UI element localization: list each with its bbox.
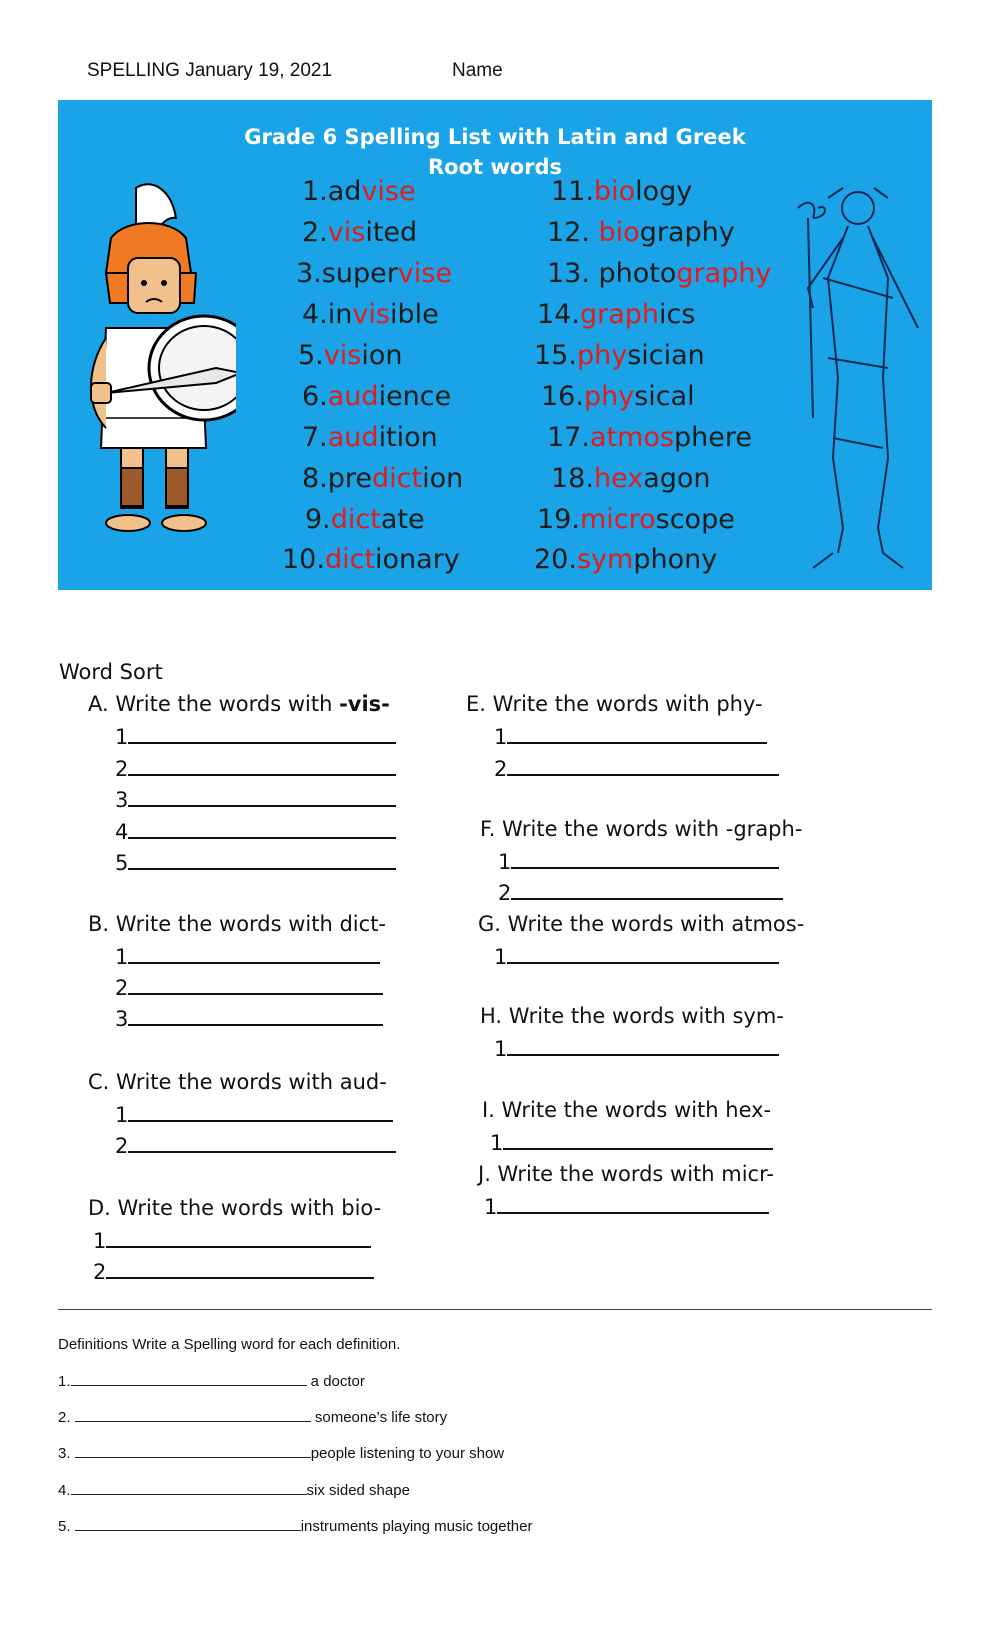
word-prefix: pre: [327, 463, 373, 494]
spelling-word: [541, 381, 695, 412]
word-sort-prompt: [88, 1196, 381, 1220]
word-suffix: ion: [361, 340, 403, 371]
prompt-text: I. Write the words with hex-: [482, 1098, 772, 1122]
answer-blank[interactable]: [128, 819, 396, 839]
answer-line[interactable]: [498, 880, 783, 905]
word-sort-prompt: [480, 817, 802, 841]
roman-soldier-illustration: [66, 178, 236, 558]
answer-number: 2: [115, 757, 129, 781]
word-prefix: in: [327, 299, 353, 330]
answer-number: 1: [494, 1037, 508, 1061]
word-root: vis: [352, 299, 390, 330]
word-root: vise: [397, 258, 452, 289]
word-root: graph: [579, 299, 659, 330]
word-suffix: ate: [380, 504, 425, 535]
word-number: 1.: [302, 176, 328, 207]
answer-number: 1: [93, 1229, 107, 1253]
word-number: 2.: [302, 217, 328, 248]
answer-line[interactable]: [494, 724, 767, 749]
answer-number: 4: [115, 820, 129, 844]
word-prefix: super: [321, 258, 398, 289]
word-root: micro: [579, 504, 656, 535]
definition-number: 2.: [58, 1409, 75, 1426]
prompt-text: F. Write the words with -graph-: [480, 817, 803, 841]
definition-text: someone’s life story: [310, 1409, 448, 1426]
spelling-word: [302, 176, 416, 207]
word-sort-prompt: [88, 1070, 387, 1094]
definition-text: instruments playing music together: [300, 1518, 533, 1535]
word-number: 19.: [537, 504, 580, 535]
answer-blank[interactable]: [497, 1194, 769, 1214]
definition-number: 1.: [58, 1373, 71, 1390]
definition-number: 4.: [58, 1482, 71, 1499]
definitions-title: Definitions Write a Spelling word for each definition.: [58, 1336, 401, 1353]
word-number: 7.: [302, 422, 328, 453]
word-number: 10.: [282, 544, 325, 575]
answer-number: 1: [484, 1195, 498, 1219]
answer-blank[interactable]: [511, 849, 779, 869]
spelling-word: [547, 217, 735, 248]
answer-number: 2: [494, 757, 508, 781]
word-number: 15.: [534, 340, 577, 371]
answer-number: 1: [115, 1103, 129, 1127]
spelling-word: [296, 258, 452, 289]
prompt-text: B. Write the words with dict-: [88, 912, 386, 936]
answer-line[interactable]: [115, 819, 396, 844]
word-root: aud: [327, 381, 379, 412]
word-sort-prompt: [88, 912, 386, 936]
word-root: vis: [327, 217, 366, 248]
answer-line[interactable]: [484, 1194, 769, 1219]
answer-blank[interactable]: [511, 880, 783, 900]
answer-line[interactable]: [494, 944, 779, 969]
answer-line[interactable]: [490, 1130, 773, 1155]
word-sort-prompt: [466, 692, 763, 716]
answer-number: 1: [498, 850, 512, 874]
prompt-root: -vis-: [339, 692, 390, 716]
word-suffix: agon: [643, 463, 711, 494]
answer-blank[interactable]: [128, 1133, 396, 1153]
definition-item: [58, 1516, 532, 1535]
spelling-word: [298, 340, 402, 371]
word-root: sym: [576, 544, 634, 575]
word-root: bio: [598, 217, 640, 248]
definition-number: 5.: [58, 1518, 75, 1535]
answer-line[interactable]: [494, 756, 779, 781]
word-number: 20.: [534, 544, 577, 575]
word-number: 3.: [296, 258, 322, 289]
answer-line[interactable]: [115, 1133, 396, 1158]
definition-answer-blank[interactable]: [71, 1480, 307, 1495]
spelling-word: [302, 463, 463, 494]
word-number: 6.: [302, 381, 328, 412]
answer-number: 1: [115, 725, 129, 749]
word-number: 16.: [541, 381, 584, 412]
answer-line[interactable]: [498, 849, 779, 874]
definition-text: people listening to your show: [310, 1445, 505, 1462]
definition-number: 3.: [58, 1445, 75, 1462]
word-suffix: ion: [422, 463, 464, 494]
answer-line[interactable]: [93, 1259, 374, 1284]
word-root: graphy: [676, 258, 772, 289]
answer-blank[interactable]: [128, 944, 380, 964]
word-sort-prompt: [478, 1162, 774, 1186]
word-sort-title: Word Sort: [59, 660, 163, 684]
answer-blank[interactable]: [128, 724, 396, 744]
word-suffix: logy: [635, 176, 693, 207]
definition-item: [58, 1371, 365, 1390]
word-number: 8.: [302, 463, 328, 494]
word-number: 9.: [305, 504, 331, 535]
word-number: 4.: [302, 299, 328, 330]
answer-line[interactable]: [115, 787, 396, 812]
answer-line[interactable]: [115, 850, 396, 875]
answer-line[interactable]: [115, 724, 396, 749]
word-suffix: ionary: [375, 544, 460, 575]
answer-blank[interactable]: [128, 1006, 383, 1026]
word-prefix: ad: [327, 176, 362, 207]
spelling-word: [534, 544, 717, 575]
answer-number: 3: [115, 788, 129, 812]
answer-number: 1: [490, 1131, 504, 1155]
answer-line[interactable]: [115, 1102, 393, 1127]
answer-blank[interactable]: [128, 975, 383, 995]
word-suffix: ible: [389, 299, 439, 330]
spelling-word: [305, 504, 425, 535]
word-suffix: phere: [673, 422, 752, 453]
answer-blank[interactable]: [128, 756, 396, 776]
word-root: hex: [593, 463, 644, 494]
answer-blank[interactable]: [128, 1102, 393, 1122]
answer-number: 1: [115, 945, 129, 969]
spelling-word: [547, 258, 771, 289]
word-root: dict: [330, 504, 381, 535]
name-label: Name: [452, 60, 503, 81]
word-sort-prompt: [482, 1098, 771, 1122]
spelling-word: [551, 463, 711, 494]
word-root: atmos: [589, 422, 674, 453]
word-root: phy: [576, 340, 628, 371]
word-sort-prompt: [88, 692, 390, 716]
word-root: vis: [323, 340, 362, 371]
word-number: 5.: [298, 340, 324, 371]
spelling-word: [534, 340, 705, 371]
word-root: bio: [593, 176, 636, 207]
prompt-text: G. Write the words with atmos-: [478, 912, 805, 936]
answer-blank[interactable]: [128, 787, 396, 807]
answer-number: 1: [494, 725, 508, 749]
word-number: 18.: [551, 463, 594, 494]
word-number: 13.: [547, 258, 599, 289]
definition-item: [58, 1407, 447, 1426]
spelling-word: [302, 381, 451, 412]
answer-blank[interactable]: [503, 1130, 773, 1150]
definition-answer-blank[interactable]: [75, 1407, 311, 1422]
spelling-word: [302, 299, 439, 330]
word-number: 12.: [547, 217, 599, 248]
answer-line[interactable]: [115, 756, 396, 781]
answer-line[interactable]: [115, 975, 383, 1000]
word-suffix: ics: [659, 299, 696, 330]
prompt-text: H. Write the words with sym-: [480, 1004, 784, 1028]
word-prefix: photo: [598, 258, 677, 289]
answer-line[interactable]: [115, 944, 380, 969]
answer-line[interactable]: [115, 1006, 383, 1031]
word-suffix: phony: [633, 544, 718, 575]
definition-text: a doctor: [306, 1373, 365, 1390]
answer-blank[interactable]: [507, 1036, 779, 1056]
spelling-word: [551, 176, 692, 207]
word-root: dict: [372, 463, 423, 494]
answer-blank[interactable]: [106, 1259, 374, 1279]
answer-number: 1: [494, 945, 508, 969]
greek-god-illustration: [788, 158, 928, 578]
definition-text: six sided shape: [306, 1482, 410, 1499]
word-number: 14.: [537, 299, 580, 330]
answer-number: 2: [115, 976, 129, 1000]
answer-number: 2: [93, 1260, 107, 1284]
word-number: 11.: [551, 176, 594, 207]
spelling-word: [302, 217, 417, 248]
word-root: aud: [327, 422, 379, 453]
word-suffix: scope: [655, 504, 735, 535]
word-root: vise: [361, 176, 416, 207]
definition-answer-blank[interactable]: [75, 1443, 311, 1458]
spelling-word: [537, 504, 735, 535]
worksheet-title: SPELLING January 19, 2021: [87, 60, 333, 81]
banner-title-line1: Grade 6 Spelling List with Latin and Greek: [244, 125, 746, 149]
answer-blank[interactable]: [507, 724, 767, 744]
spelling-word: [282, 544, 460, 575]
spelling-word: [537, 299, 695, 330]
word-root: phy: [583, 381, 635, 412]
prompt-text: D. Write the words with bio-: [88, 1196, 382, 1220]
spelling-word: [547, 422, 752, 453]
answer-line[interactable]: [93, 1228, 371, 1253]
word-root: dict: [324, 544, 376, 575]
word-suffix: ition: [378, 422, 438, 453]
section-divider: [58, 1309, 932, 1310]
prompt-text: J. Write the words with micr-: [478, 1162, 774, 1186]
answer-number: 2: [115, 1134, 129, 1158]
definition-item: [58, 1443, 504, 1462]
prompt-text: A. Write the words with: [88, 692, 340, 716]
word-suffix: graphy: [639, 217, 735, 248]
answer-number: 3: [115, 1007, 129, 1031]
answer-line[interactable]: [494, 1036, 779, 1061]
prompt-text: C. Write the words with aud-: [88, 1070, 387, 1094]
word-sort-prompt: [478, 912, 804, 936]
prompt-text: E. Write the words with phy-: [466, 692, 763, 716]
definition-answer-blank[interactable]: [75, 1516, 301, 1531]
answer-blank[interactable]: [507, 944, 779, 964]
answer-blank[interactable]: [106, 1228, 371, 1248]
banner-title-line2: Root words: [427, 155, 563, 179]
answer-number: 2: [498, 881, 512, 905]
answer-number: 5: [115, 851, 129, 875]
word-suffix: ited: [365, 217, 418, 248]
definition-answer-blank[interactable]: [71, 1371, 307, 1386]
answer-blank[interactable]: [128, 850, 396, 870]
word-number: 17.: [547, 422, 590, 453]
spelling-list-banner: [58, 100, 932, 590]
word-sort-prompt: [480, 1004, 784, 1028]
definition-item: [58, 1480, 410, 1499]
word-suffix: ience: [378, 381, 452, 412]
answer-blank[interactable]: [507, 756, 779, 776]
word-suffix: sician: [627, 340, 705, 371]
word-suffix: sical: [634, 381, 695, 412]
spelling-word: [302, 422, 438, 453]
